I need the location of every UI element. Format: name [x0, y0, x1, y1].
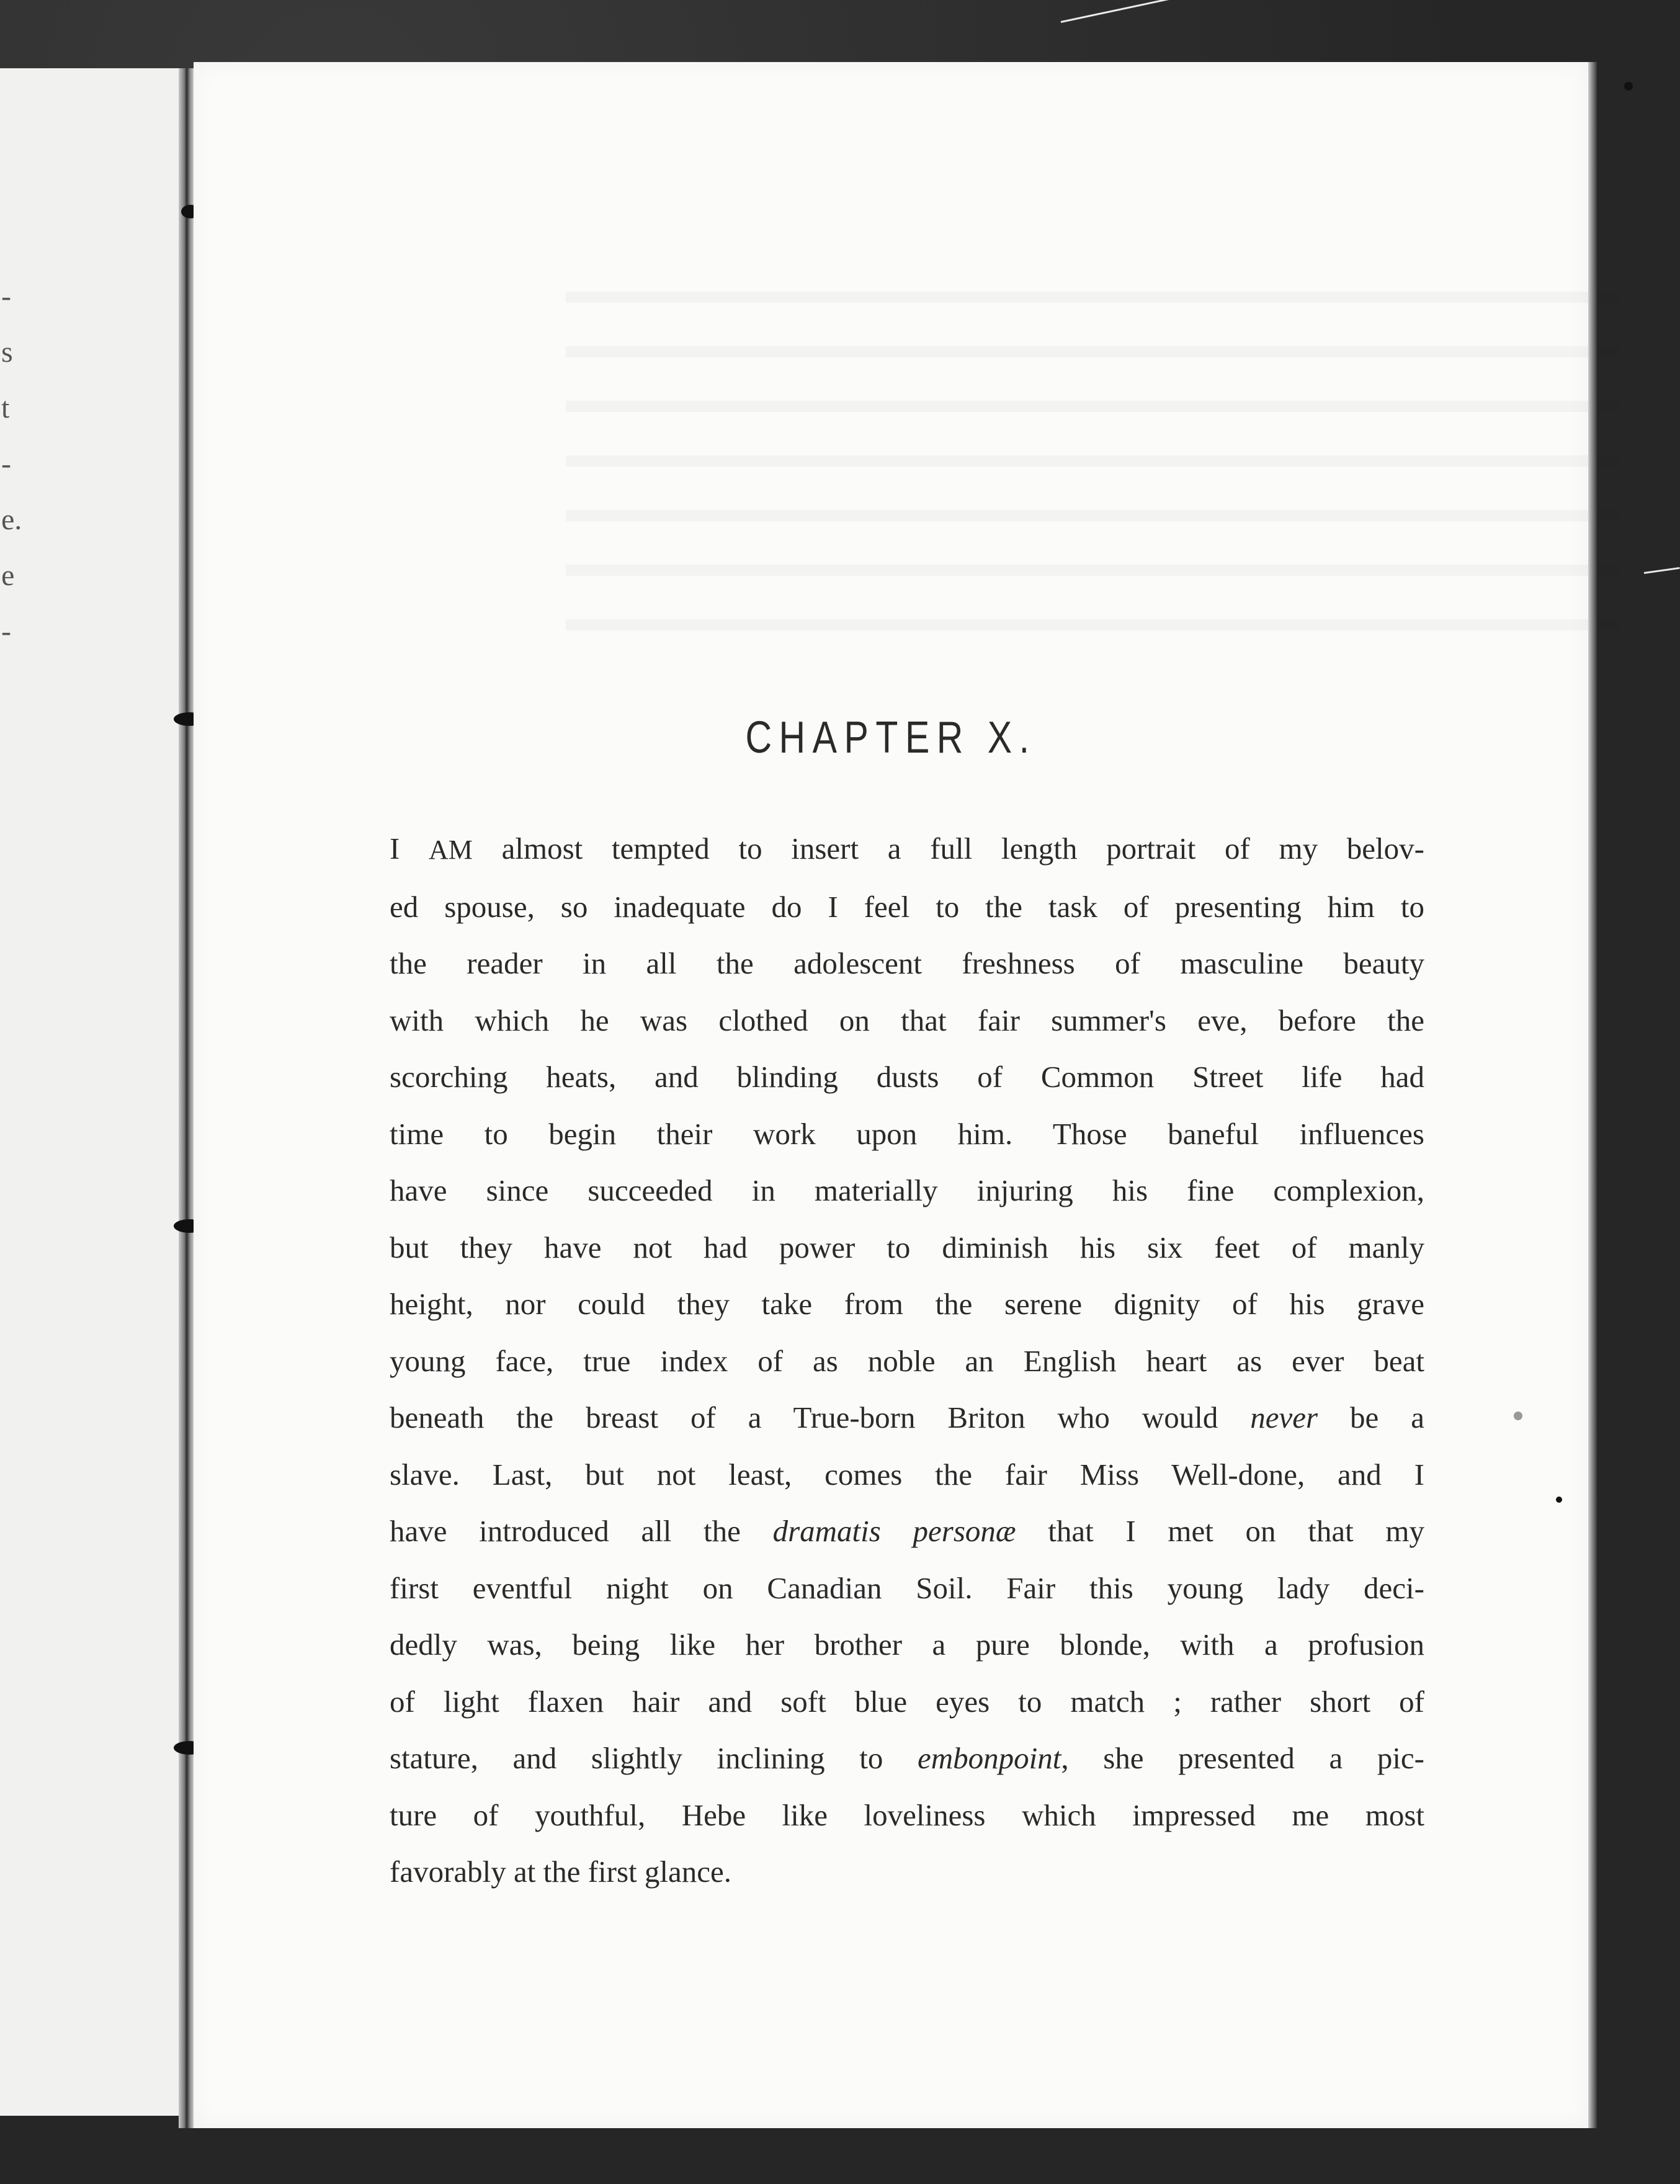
facing-page-fragment: - [1, 280, 11, 313]
scan-speck [1624, 82, 1633, 91]
italic-text: embonpoint [917, 1741, 1061, 1775]
text-line: scorching heats, and blinding dusts of Common Street life had [390, 1060, 1424, 1094]
text-line: favorably at the first glance. [390, 1855, 732, 1889]
text-line: I AM almost tempted to insert a full length portrait of my belov- [390, 831, 1424, 866]
scan-speck [1556, 1497, 1562, 1503]
ink-bleed-through [566, 248, 1620, 651]
text-line: dedly was, being like her brother a pure blonde, with a profusion [390, 1627, 1424, 1662]
facing-page-fragment: s [1, 336, 13, 369]
facing-page-fragment: e [1, 559, 15, 592]
italic-text: never [1250, 1400, 1318, 1434]
text-line: with which he was clothed on that fair summer's eve, before the [390, 1003, 1424, 1037]
text-line: young face, true index of as noble an English heart as ever beat [390, 1343, 1424, 1378]
scan-speck [1514, 1412, 1522, 1420]
text-line: ed spouse, so inadequate do I feel to the task of presenting him to [390, 889, 1424, 924]
book-gutter [179, 68, 195, 2128]
text-line: have introduced all the dramatis personæ that I met on that my [390, 1514, 1424, 1548]
text-line: slave. Last, but not least, comes the fair Miss Well-done, and I [390, 1457, 1424, 1492]
text-line: of light flaxen hair and soft blue eyes to match ; rather short of [390, 1684, 1424, 1719]
text-line: beneath the breast of a True-born Briton who would never be a [390, 1400, 1424, 1434]
text-line: ture of youthful, Hebe like loveliness which impressed me most [390, 1797, 1424, 1832]
facing-page-fragment: - [1, 447, 11, 480]
facing-page-fragment: e. [1, 503, 22, 536]
text-line: first eventful night on Canadian Soil. Fair this young lady deci- [390, 1570, 1424, 1605]
text-line: the reader in all the adolescent freshness of masculine beauty [390, 946, 1424, 980]
text-line: time to begin their work upon him. Those baneful influences [390, 1116, 1424, 1151]
facing-page-fragment: t [1, 392, 10, 424]
text-line: have since succeeded in materially injuring his fine complexion, [390, 1173, 1424, 1207]
page-edge-shadow [1588, 62, 1597, 2128]
text-line: height, nor could they take from the serene dignity of his grave [390, 1287, 1424, 1321]
text-line: stature, and slightly inclining to embonpoint, she presented a pic- [390, 1741, 1424, 1775]
left-page [0, 68, 192, 2116]
small-caps-text: AM [429, 835, 473, 865]
italic-text: dramatis personæ [772, 1514, 1016, 1548]
chapter-body-text [390, 820, 1424, 1900]
chapter-heading: CHAPTER X. [745, 713, 1037, 763]
text-line: but they have not had power to diminish his six feet of manly [390, 1230, 1424, 1264]
facing-page-fragment: - [1, 615, 11, 648]
